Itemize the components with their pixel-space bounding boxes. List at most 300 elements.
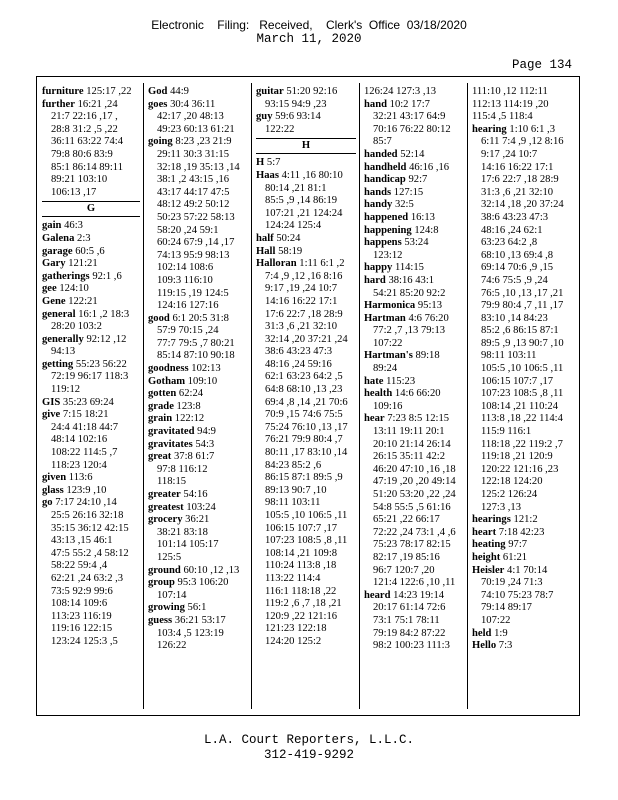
index-entry [364, 413, 464, 426]
index-word: further [42, 98, 75, 110]
index-page-refs: 103:24 [186, 501, 216, 513]
index-page-refs: 122:21 [68, 295, 98, 307]
index-word: given [42, 472, 67, 484]
index-page-refs: 25:5 26:16 32:18 [51, 510, 124, 521]
index-page-refs: 31:3 ,6 ,21 32:10 [265, 321, 338, 333]
index-word: hearings [472, 514, 511, 526]
index-entry [148, 451, 248, 464]
index-entry [364, 350, 464, 363]
hearing-date: March 11, 2020 [256, 32, 362, 46]
index-page-refs: 97:8 116:12 [157, 463, 208, 475]
index-page-refs: 79:14 89:17 [481, 602, 532, 614]
page-number: Page 134 [511, 58, 572, 72]
index-page-refs: 121:4 122:6 ,10 ,11 [373, 577, 456, 589]
index-page-refs: 54:21 85:20 92:2 [373, 287, 446, 299]
index-word: growing [148, 602, 185, 614]
index-entry [364, 174, 464, 187]
index-entry [364, 225, 464, 238]
index-entry [472, 86, 576, 99]
index-page-refs: 108:14 ,21 109:8 [265, 547, 338, 559]
index-page-refs: 4:11 ,16 80:10 [281, 169, 343, 181]
index-word: handy [364, 199, 393, 211]
index-word: Gotham [148, 375, 186, 387]
index-page-refs: 123:12 [373, 249, 403, 261]
index-page-refs: 85:14 87:10 90:18 [157, 350, 235, 362]
column-divider [359, 83, 360, 709]
index-page-refs: 115:4 ,5 118:4 [472, 111, 533, 123]
index-page-refs: 120:22 121:16 ,23 [481, 463, 559, 475]
index-word: grain [148, 413, 173, 425]
index-page-refs: 17:6 22:7 ,18 28:9 [481, 174, 559, 186]
index-entry [472, 539, 576, 552]
index-page-refs: 47:5 55:2 ,4 58:12 [51, 547, 129, 559]
index-entry [148, 426, 248, 439]
index-page-refs: 58:20 ,24 59:1 [157, 224, 219, 236]
index-page-refs: 118:15 [157, 476, 187, 488]
index-page-refs: 73:1 75:1 78:11 [373, 614, 440, 626]
index-page-refs: 49:23 60:13 61:21 [157, 123, 235, 135]
index-page-refs: 38:16 43:1 [388, 274, 435, 286]
index-page-refs: 73:5 92:9 99:6 [51, 585, 113, 597]
index-page-refs: 16:21 ,24 [77, 98, 118, 110]
index-entry [472, 565, 576, 578]
index-page-refs: 35:23 69:24 [62, 396, 114, 408]
index-page-refs: 120:9 ,22 121:16 [265, 610, 338, 622]
index-word: Harmonica [364, 300, 416, 312]
index-page-refs: 98:11 103:11 [265, 497, 321, 509]
index-entry [148, 388, 248, 401]
index-word: guy [256, 111, 273, 123]
index-page-refs: 60:5 ,6 [75, 245, 105, 257]
index-page-refs: 108:22 114:5 ,7 [51, 447, 118, 459]
index-word: greatest [148, 501, 184, 513]
column-divider [251, 83, 252, 709]
index-page-refs: 16:1 ,2 18:3 [78, 308, 130, 320]
index-page-refs: 114:15 [394, 262, 424, 274]
index-page-refs: 108:14 109:6 [51, 598, 108, 610]
index-page-refs: 54:8 55:5 ,5 61:16 [373, 501, 451, 513]
index-entry [364, 262, 464, 275]
index-word: handed [364, 148, 398, 160]
index-page-refs: 31:3 ,6 ,21 32:10 [481, 186, 554, 198]
index-page-refs: 89:13 90:7 ,10 [265, 484, 327, 496]
index-page-refs: 85:5 ,9 ,14 86:19 [265, 195, 338, 207]
index-entry [472, 552, 576, 565]
index-page-refs: 48:14 102:16 [51, 434, 108, 446]
index-page-refs: 118:23 120:4 [51, 459, 107, 471]
index-page-refs: 124:10 [59, 283, 89, 295]
index-word: great [148, 451, 172, 463]
index-entry [256, 170, 356, 183]
index-page-refs: 92:12 ,12 [86, 333, 127, 345]
index-word: Gene [42, 295, 66, 307]
index-page-refs: 112:13 114:19 ,20 [472, 98, 549, 110]
index-entry [148, 401, 248, 414]
index-page-refs: 113:8 ,18 ,22 114:4 [481, 413, 563, 425]
index-page-refs: 79:8 80:6 83:9 [51, 148, 113, 160]
index-page-refs: 122:22 [265, 123, 295, 135]
index-page-refs: 118:18 ,22 119:2 ,7 [481, 438, 563, 450]
index-word: grade [148, 400, 174, 412]
index-word: gain [42, 220, 62, 232]
index-entry [364, 590, 464, 603]
index-page-refs: 72:19 96:17 118:3 [51, 371, 129, 383]
index-entry [472, 124, 576, 137]
index-entry [148, 376, 248, 389]
index-page-refs: 63:23 64:2 ,8 [481, 237, 538, 249]
index-page-refs: 14:6 66:20 [394, 388, 441, 400]
index-entry [148, 577, 248, 590]
index-page-refs: 98:2 100:23 111:3 [373, 640, 450, 652]
index-page-refs: 70:16 76:22 80:12 [373, 123, 451, 135]
index-entry [148, 514, 248, 527]
index-page-refs: 50:24 [276, 232, 301, 244]
index-page-refs: 107:23 108:5 ,8 ,11 [481, 388, 564, 400]
index-word: gee [42, 283, 57, 295]
index-word: heard [364, 589, 391, 601]
index-word: guitar [256, 86, 284, 97]
index-page-refs: 127:3 ,13 [481, 501, 522, 513]
index-page-refs: 69:14 70:6 ,9 ,15 [481, 262, 554, 274]
index-page-refs: 43:13 ,15 46:1 [51, 535, 113, 547]
index-word: ground [148, 564, 181, 576]
index-page-refs: 85:1 86:14 89:11 [51, 161, 123, 173]
index-page-refs: 122:12 [174, 413, 205, 425]
index-page-refs: 54:16 [183, 489, 208, 500]
index-page-refs: 48:12 49:2 50:12 [157, 199, 230, 211]
index-page-refs: 4:6 76:20 [408, 312, 449, 324]
index-page-refs: 7:15 18:21 [62, 409, 109, 421]
index-entry [42, 397, 140, 410]
index-word: happy [364, 262, 393, 274]
index-page-refs: 35:15 36:12 42:15 [51, 522, 129, 534]
index-page-refs: 126:22 [157, 640, 187, 652]
index-page-refs: 85:2 ,6 86:15 87:1 [481, 325, 559, 337]
index-word: glass [42, 484, 64, 496]
index-page-refs: 110:24 113:8 ,18 [265, 560, 337, 572]
index-page-refs: 93:15 94:9 ,23 [265, 98, 327, 110]
index-word: happened [364, 211, 409, 223]
index-page-refs: 95:3 106:20 [177, 577, 229, 589]
index-word: good [148, 312, 170, 324]
index-page-refs: 94:9 [197, 426, 216, 438]
index-page-refs: 82:17 ,19 85:16 [373, 551, 440, 563]
index-entry [364, 162, 464, 175]
index-page-refs: 74:13 95:9 98:13 [157, 249, 230, 261]
index-word: happens [364, 237, 402, 249]
index-word: gotten [148, 388, 177, 400]
index-word: hate [364, 375, 384, 387]
index-entry [364, 300, 464, 313]
index-page-refs: 5:7 [266, 157, 281, 169]
index-entry [364, 376, 464, 389]
index-section-letter: H [256, 138, 356, 154]
index-page-refs: 115:23 [386, 375, 416, 387]
index-page-refs: 36:21 [185, 514, 210, 526]
index-page-refs: 7:23 8:5 12:15 [387, 413, 450, 425]
index-page-refs: 72:22 ,24 73:1 ,4 ,6 [373, 526, 456, 538]
index-page-refs: 32:21 43:17 64:9 [373, 111, 446, 123]
index-page-refs: 14:16 16:22 17:1 [481, 161, 554, 173]
index-page-refs: 103:4 ,5 123:19 [157, 627, 224, 639]
index-page-refs: 7:4 ,9 ,12 ,16 8:16 [265, 270, 343, 282]
index-entry [42, 409, 140, 422]
index-page-refs: 113:6 [68, 472, 93, 484]
index-page-refs: 20:10 21:14 26:14 [373, 438, 451, 450]
index-page-refs: 121:21 [68, 258, 98, 270]
index-page-refs: 101:14 105:17 [157, 539, 219, 551]
index-page-refs: 106:13 ,17 [51, 186, 97, 198]
index-word: general [42, 308, 76, 320]
index-page-refs: 6:1 20:5 31:8 [172, 312, 229, 324]
index-page-refs: 83:10 ,14 84:23 [481, 312, 548, 324]
index-page-refs: 42:17 ,20 48:13 [157, 111, 224, 123]
index-page-refs: 62:1 63:23 64:2 ,5 [265, 371, 343, 383]
index-entry [42, 246, 140, 259]
index-page-refs: 53:24 [404, 237, 429, 249]
index-entry [256, 157, 356, 170]
index-entry [364, 388, 464, 401]
index-page-refs: 10:2 17:7 [389, 98, 430, 110]
index-column-3 [256, 86, 356, 649]
index-word: Hall [256, 245, 276, 257]
index-word: H [256, 157, 265, 169]
index-page-refs: 106:15 107:7 ,17 [265, 522, 338, 534]
index-word: hear [364, 413, 385, 425]
index-word: grocery [148, 514, 183, 526]
index-page-refs: 4:1 70:14 [507, 564, 548, 576]
index-page-refs: 55:23 56:22 [75, 358, 127, 370]
index-page-refs: 86:15 87:1 89:5 ,9 [265, 472, 343, 484]
index-page-refs: 46:16 ,16 [409, 161, 450, 173]
index-page-refs: 94:13 [51, 346, 76, 358]
index-word: furniture [42, 86, 84, 97]
index-page-refs: 51:20 92:16 [286, 86, 338, 97]
index-page-refs: 36:21 53:17 [174, 614, 226, 626]
index-page-refs: 58:19 [278, 245, 303, 257]
index-word: Hartman's [364, 350, 413, 362]
index-page-refs: 89:24 [373, 363, 398, 375]
index-page-refs: 9:17 ,24 10:7 [481, 148, 538, 160]
index-page-refs: 124:24 125:4 [265, 220, 322, 232]
index-page-refs: 26:15 35:11 42:2 [373, 451, 445, 463]
index-page-refs: 70:9 ,15 74:6 75:5 [265, 409, 343, 421]
index-page-refs: 105:5 ,10 106:5 ,11 [265, 510, 348, 521]
index-page-refs: 16:13 [410, 211, 435, 223]
index-word: garage [42, 245, 73, 257]
index-page-refs: 62:21 ,24 63:2 ,3 [51, 572, 124, 584]
index-word: God [148, 86, 168, 97]
index-entry [42, 258, 140, 271]
index-page-refs: 1:9 [494, 627, 508, 639]
index-page-refs: 92:7 [408, 174, 428, 186]
index-entry [42, 485, 140, 498]
filing-stamp-line: Electronic Filing: Received, Clerk's Office 03/18/2020 [151, 18, 467, 32]
index-page-refs: 32:5 [394, 199, 414, 211]
index-entry [472, 640, 576, 653]
index-page-refs: 102:14 108:6 [157, 262, 214, 274]
index-page-refs: 36:11 63:22 74:4 [51, 136, 123, 148]
index-page-refs: 9:17 ,19 ,24 10:7 [265, 283, 338, 295]
index-entry [472, 527, 576, 540]
index-page-refs: 125:2 126:24 [481, 489, 538, 500]
index-page-refs: 21:7 22:16 ,17 , [51, 111, 118, 123]
index-page-refs: 95:13 [417, 300, 442, 312]
index-word: gatherings [42, 270, 90, 282]
index-page-refs: 85:7 [373, 136, 392, 148]
index-page-refs: 109:16 [373, 400, 403, 412]
index-entry [148, 363, 248, 376]
index-page-refs: 65:21 ,22 66:17 [373, 514, 440, 526]
index-page-refs: 124:16 127:16 [157, 300, 219, 312]
index-entry [256, 246, 356, 259]
index-word: Galena [42, 232, 75, 244]
index-page-refs: 1:11 6:1 ,2 [299, 258, 345, 270]
index-entry [148, 565, 248, 578]
index-page-refs: 61:21 [502, 551, 528, 563]
index-page-refs: 80:11 ,17 83:10 ,14 [265, 447, 348, 459]
index-column-1 [42, 86, 140, 649]
index-column-2 [148, 86, 248, 653]
index-page-refs: 119:16 122:15 [51, 623, 113, 635]
index-page-refs: 43:17 44:17 47:5 [157, 186, 230, 198]
index-entry [148, 489, 248, 502]
index-word: goes [148, 98, 168, 110]
index-page-refs: 32:18 ,19 35:13 ,14 [157, 161, 240, 173]
index-column-4 [364, 86, 464, 653]
index-page-refs: 46:20 47:10 ,16 ,18 [373, 463, 456, 475]
index-page-refs: 107:22 [373, 337, 403, 349]
index-page-refs: 1:10 6:1 ,3 [509, 123, 556, 135]
index-entry [42, 359, 140, 372]
index-word: held [472, 627, 492, 639]
index-page-refs: 30:4 36:11 [170, 98, 216, 110]
index-word: heating [472, 539, 506, 551]
index-word: give [42, 409, 61, 421]
index-word: generally [42, 333, 84, 345]
index-word: Gary [42, 258, 66, 270]
index-entry [148, 615, 248, 628]
index-entry [364, 275, 464, 288]
index-word: getting [42, 358, 74, 370]
index-page-refs: 109:3 116:10 [157, 274, 213, 286]
index-page-refs: 109:10 [187, 375, 218, 387]
index-word: GIS [42, 396, 61, 408]
index-word: go [42, 497, 53, 509]
index-page-refs: 125:5 [157, 551, 182, 563]
column-divider [467, 83, 468, 709]
index-entry [364, 86, 464, 99]
index-entry [148, 86, 248, 99]
index-word: height [472, 551, 501, 563]
index-word: hearing [472, 123, 507, 135]
index-page-refs: 79:19 84:2 87:22 [373, 627, 446, 639]
index-page-refs: 76:5 ,10 ,13 ,17 ,21 [481, 287, 564, 299]
index-entry [42, 233, 140, 246]
index-word: group [148, 577, 175, 589]
index-word: Heisler [472, 564, 505, 576]
index-entry [364, 99, 464, 112]
index-word: greater [148, 489, 181, 500]
index-page-refs: 80:14 ,21 81:1 [265, 182, 327, 194]
index-entry [364, 149, 464, 162]
index-page-refs: 2:3 [77, 232, 91, 244]
index-page-refs: 32:14 ,18 ,20 37:24 [481, 199, 564, 211]
index-page-refs: 20:17 61:14 72:6 [373, 602, 446, 614]
index-page-refs: 92:1 ,6 [92, 270, 122, 282]
index-page-refs: 58:22 59:4 ,4 [51, 560, 108, 572]
index-word: Haas [256, 169, 279, 181]
reporter-name: L.A. Court Reporters, L.L.C. [203, 733, 415, 747]
index-page-refs: 62:24 [178, 388, 204, 400]
index-page-refs: 111:10 ,12 112:11 [472, 86, 548, 97]
index-page-refs: 52:14 [400, 148, 425, 160]
index-page-refs: 64:8 68:10 ,13 ,23 [265, 384, 343, 396]
index-page-refs: 54:3 [195, 438, 215, 450]
index-page-refs: 13:11 19:11 20:1 [373, 426, 445, 438]
index-word: half [256, 232, 274, 244]
index-entry [42, 283, 140, 296]
index-entry [364, 237, 464, 250]
index-page-refs: 107:21 ,21 124:24 [265, 207, 343, 219]
index-page-refs: 107:22 [481, 614, 511, 626]
index-page-refs: 8:23 ,23 21:9 [175, 136, 232, 148]
index-page-refs: 106:15 107:7 ,17 [481, 375, 554, 387]
index-page-refs: 7:3 [498, 640, 513, 652]
index-word: gravitates [148, 438, 193, 450]
index-page-refs: 107:23 108:5 ,8 ,11 [265, 535, 348, 547]
index-page-refs: 89:18 [415, 350, 440, 362]
index-page-refs: 79:9 80:4 ,7 ,11 ,17 [481, 300, 564, 312]
index-page-refs: 56:1 [187, 602, 207, 614]
index-word: Hello [472, 640, 497, 652]
index-entry [148, 136, 248, 149]
index-word: Halloran [256, 258, 297, 270]
index-page-refs: 97:7 [508, 539, 528, 551]
index-word: hands [364, 186, 392, 198]
index-entry [148, 602, 248, 615]
index-word: gravitated [148, 426, 195, 438]
index-page-refs: 68:10 ,13 69:4 ,8 [481, 249, 554, 261]
filing-header [0, 18, 618, 47]
index-page-refs: 24:4 41:18 44:7 [51, 421, 119, 433]
index-word: happening [364, 224, 412, 236]
index-entry [364, 212, 464, 225]
index-page-refs: 121:2 [513, 514, 538, 526]
index-page-refs: 57:9 70:15 ,24 [157, 325, 219, 337]
index-page-refs: 123:24 125:3 ,5 [51, 635, 118, 647]
index-entry [42, 220, 140, 233]
index-page-refs: 107:14 [157, 589, 187, 601]
reporter-phone: 312-419-9292 [263, 748, 354, 762]
index-page-refs: 74:10 75:23 78:7 [481, 589, 554, 601]
index-page-refs: 125:17 ,22 [86, 86, 132, 97]
index-page-refs: 89:21 103:10 [51, 174, 108, 186]
index-page-refs: 98:11 103:11 [481, 350, 537, 362]
index-entry [42, 99, 140, 112]
index-page-refs: 115:9 116:1 [481, 426, 532, 438]
index-page-refs: 32:14 ,20 37:21 ,24 [265, 333, 348, 345]
index-page-refs: 89:5 ,9 ,13 90:7 ,10 [481, 337, 564, 349]
index-page-refs: 14:16 16:22 17:1 [265, 295, 338, 307]
index-entry [364, 313, 464, 326]
index-entry [148, 413, 248, 426]
index-entry [42, 472, 140, 485]
index-entry [472, 628, 576, 641]
index-page-refs: 69:4 ,8 ,14 ,21 70:6 [265, 396, 348, 408]
index-entry [256, 233, 356, 246]
index-page-refs: 123:9 ,10 [66, 484, 107, 496]
